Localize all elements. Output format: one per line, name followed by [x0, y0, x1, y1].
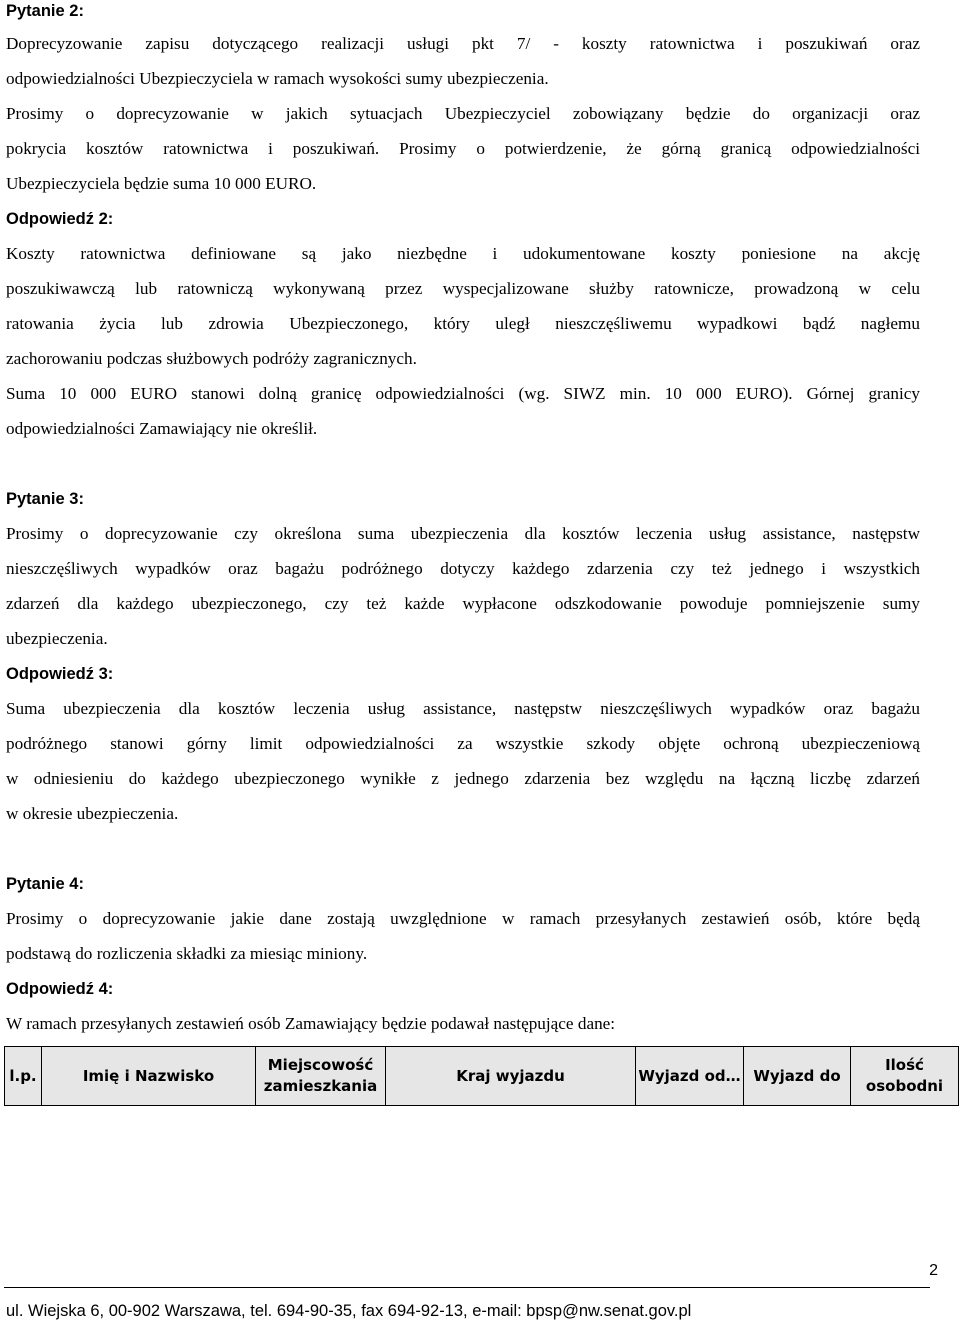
- table-header-cell: Imię i Nazwisko: [42, 1047, 256, 1106]
- answer-2-heading: Odpowiedź 2:: [6, 210, 114, 228]
- answer-3-line-2: podróżnego stanowi górny limit odpowiedzialności za wszystkie szkody objęte ochroną ubezpieczeniową: [6, 734, 920, 753]
- question-4-line-1: Prosimy o doprecyzowanie jakie dane zostają uwzględnione w ramach przesyłanych zestawień osób, które będą: [6, 909, 920, 928]
- fields-table: [4, 1046, 959, 1106]
- answer-4-heading: Odpowiedź 4:: [6, 980, 114, 998]
- question-2-heading: Pytanie 2:: [6, 2, 84, 20]
- table-header-cell: l.p.: [5, 1047, 42, 1106]
- table-header-cell: Wyjazd od…: [636, 1047, 744, 1106]
- answer-3-line-1: Suma ubezpieczenia dla kosztów leczenia usług assistance, następstw nieszczęśliwych wypadków oraz bagażu: [6, 699, 920, 718]
- answer-3-line-3: w odniesieniu do każdego ubezpieczonego wynikłe z jednego zdarzenia bez względu na łączną liczbę zdarzeń: [6, 769, 920, 788]
- answer-4-line-1: W ramach przesyłanych zestawień osób Zamawiający będzie podawał następujące dane:: [6, 1014, 616, 1033]
- question-2-line-3: Prosimy o doprecyzowanie w jakich sytuacjach Ubezpieczyciel zobowiązany będzie do organizacji oraz: [6, 104, 920, 123]
- table-header-cell: Miejscowość zamieszkania: [256, 1047, 386, 1106]
- question-3-heading: Pytanie 3:: [6, 490, 84, 508]
- answer-2-line-6: odpowiedzialności Zamawiający nie określił.: [6, 419, 318, 438]
- answer-2-line-1: Koszty ratownictwa definiowane są jako niezbędne i udokumentowane koszty poniesione na akcję: [6, 244, 920, 263]
- question-3-line-2: nieszczęśliwych wypadków oraz bagażu podróżnego dotyczy każdego zdarzenia czy też jednego i wszystkich: [6, 559, 920, 578]
- question-3-line-4: ubezpieczenia.: [6, 629, 108, 648]
- question-4-heading: Pytanie 4:: [6, 875, 84, 893]
- question-2-line-5: Ubezpieczyciela będzie suma 10 000 EURO.: [6, 174, 317, 193]
- question-2-line-2: odpowiedzialności Ubezpieczyciela w ramach wysokości sumy ubezpieczenia.: [6, 69, 549, 88]
- page-number: 2: [929, 1262, 938, 1279]
- answer-3-line-4: w okresie ubezpieczenia.: [6, 804, 179, 823]
- table-header-cell: Wyjazd do: [744, 1047, 851, 1106]
- answer-2-line-2: poszukiwawczą lub ratowniczą wykonywaną przez wyspecjalizowane służby ratownicze, prowadzoną w celu: [6, 279, 920, 298]
- table-header-cell: Kraj wyjazdu: [386, 1047, 636, 1106]
- table-header-cell: Ilość osobodni: [851, 1047, 959, 1106]
- table-header-row: [5, 1047, 959, 1106]
- answer-2-line-3: ratowania życia lub zdrowia Ubezpieczonego, który uległ nieszczęśliwemu wypadkowi bądź nagłemu: [6, 314, 920, 333]
- answer-2-line-4: zachorowaniu podczas służbowych podróży zagranicznych.: [6, 349, 417, 368]
- question-3-line-3: zdarzeń dla każdego ubezpieczonego, czy też każde wypłacone odszkodowanie powoduje pomniejszenie sumy: [6, 594, 920, 613]
- footer-address: ul. Wiejska 6, 00-902 Warszawa, tel. 694-90-35, fax 694-92-13, e-mail: bpsp@nw.senat.gov.pl: [6, 1302, 692, 1320]
- footer-divider: [4, 1287, 930, 1288]
- question-2-line-4: pokrycia kosztów ratownictwa i poszukiwań. Prosimy o potwierdzenie, że górną granicą odpowiedzialności: [6, 139, 920, 158]
- question-4-line-2: podstawą do rozliczenia składki za miesiąc miniony.: [6, 944, 368, 963]
- answer-3-heading: Odpowiedź 3:: [6, 665, 114, 683]
- answer-2-line-5: Suma 10 000 EURO stanowi dolną granicę odpowiedzialności (wg. SIWZ min. 10 000 EURO). Górnej granicy: [6, 384, 920, 403]
- question-3-line-1: Prosimy o doprecyzowanie czy określona suma ubezpieczenia dla kosztów leczenia usług assistance, następstw: [6, 524, 920, 543]
- question-2-line-1: Doprecyzowanie zapisu dotyczącego realizacji usługi pkt 7/ - koszty ratownictwa i poszukiwań oraz: [6, 34, 920, 53]
